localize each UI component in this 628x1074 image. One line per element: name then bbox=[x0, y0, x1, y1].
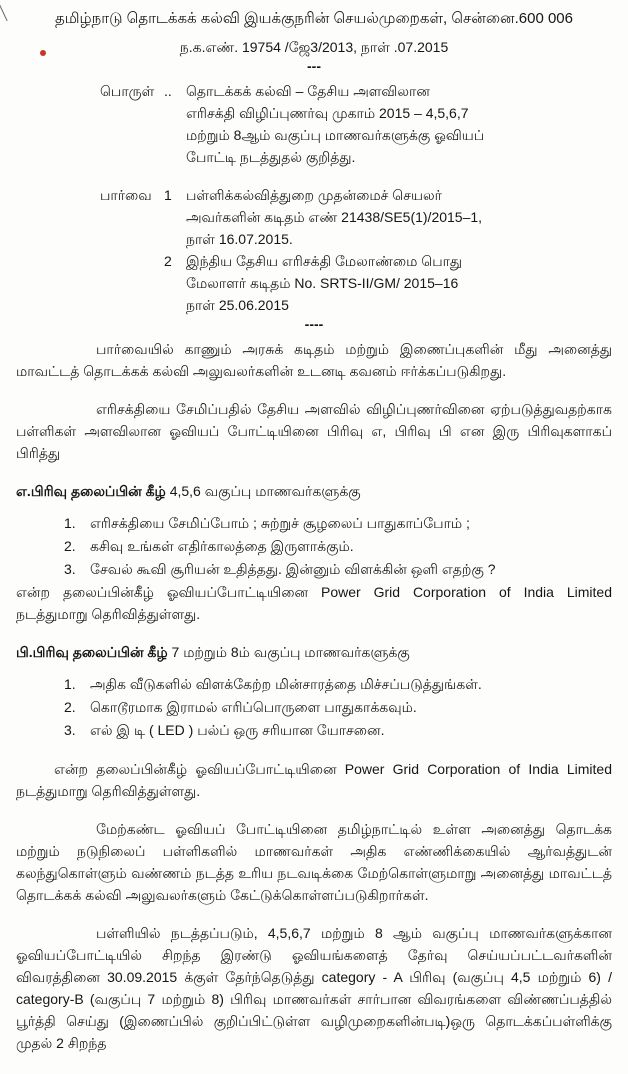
list-item bbox=[64, 512, 612, 535]
list-item bbox=[64, 535, 612, 558]
section-b-closing: என்ற தலைப்பின்கீழ் ஓவியப்போட்டியினை Power Grid Corporation of India Limited நடத்துமாறு தெரிவித்துள்ளது. bbox=[16, 761, 612, 799]
list-item bbox=[64, 558, 612, 581]
subject-line: எரிசக்தி விழிப்புணர்வு முகாம் 2015 – 4,5,6,7 bbox=[186, 105, 469, 121]
reference-line: மேலாளர் கடிதம் No. SRTS-II/GM/ 2015–16 bbox=[186, 275, 459, 291]
list-number: 2. bbox=[64, 538, 76, 554]
reference-item-2 bbox=[164, 250, 486, 316]
section-b-heading-rest: 7 மற்றும் 8ம் வகுப்பு மாணவர்களுக்கு bbox=[167, 644, 410, 660]
section-a-heading-rest: 4,5,6 வகுப்பு மாணவர்களுக்கு bbox=[165, 483, 361, 499]
separator: --- bbox=[307, 58, 321, 74]
reference-line: இந்திய தேசிய எரிசக்தி மேலாண்மை பொது bbox=[186, 253, 463, 269]
subject-line: தொடக்கக் கல்வி – தேசிய அளவிலான bbox=[186, 83, 430, 99]
list-text: எல் இ டி ( LED ) பல்ப் ஒரு சரியான யோசனை. bbox=[90, 722, 385, 738]
paragraph-4: பள்ளியில் நடத்தப்படும், 4,5,6,7 மற்றும் 8 ஆம் வகுப்பு மாணவர்களுக்கான ஓவியப்போட்டியில் சிறந்த இரண்டு ஓவியங்களைத் தேர்வு செய்யப்பட்டவர்களின் விவரத்தினை 30.09.2015 க்குள் தேர்ந்தெடுத்து category - A பிரிவு (வகுப்பு 4,5 மற்றும் 6) / category-B (வகுப்பு 7 மற்றும் 8) பிரிவு மாணவர்கள் சார்பான விவரங்களை விண்ணப்பத்தில் பூர்த்தி செய்து (இணைப்பில் குறிப்பிட்டுள்ள வழிமுறைகளின்படி)ஒரு தொடக்கப்பள்ளிக்கு முதல் 2 சிறந்த bbox=[16, 925, 612, 1051]
reference-line: பள்ளிக்கல்வித்துறை முதன்மைச் செயலர் bbox=[186, 187, 442, 203]
references-list bbox=[164, 184, 486, 316]
subject-line: மற்றும் 8ஆம் வகுப்பு மாணவர்களுக்கு ஓவியப் bbox=[186, 127, 485, 143]
list-number: 2. bbox=[64, 699, 76, 715]
reference-number: ந.க.எண். 19754 /ஜே3/2013, நாள் .07.2015 bbox=[179, 39, 449, 55]
paragraph-1: பார்வையில் காணும் அரசுக் கடிதம் மற்றும் இணைப்புகளின் மீது அனைத்து மாவட்டத் தொடக்கக் கல்வி அலுவலர்களின் உடனடி கவனம் ஈர்க்கப்படுகிறது. bbox=[16, 341, 612, 379]
references-block bbox=[100, 184, 612, 316]
list-text: எரிசக்தியை சேமிப்போம் ; சுற்றுச் சூழலைப் பாதுகாப்போம் ; bbox=[90, 515, 470, 531]
reference-num: 1 bbox=[164, 187, 172, 203]
subject-label: பொருள் bbox=[100, 83, 155, 99]
reference-item-1 bbox=[164, 184, 486, 250]
list-number: 1. bbox=[64, 676, 76, 692]
list-number: 3. bbox=[64, 561, 76, 577]
section-a-heading-bold: எ.பிரிவு தலைப்பின் கீழ் bbox=[16, 483, 166, 499]
list-text: அதிக வீடுகளில் விளக்கேற்ற மின்சாரத்தை மிச்சப்படுத்துங்கள். bbox=[90, 676, 482, 692]
separator: ---- bbox=[304, 316, 324, 332]
reference-line: நாள் 25.06.2015 bbox=[186, 297, 289, 313]
subject-block bbox=[100, 80, 612, 168]
reference-num: 2 bbox=[164, 253, 172, 269]
subject-line: போட்டி நடத்துதல் குறித்து. bbox=[186, 149, 356, 165]
reference-lines bbox=[186, 250, 462, 316]
list-text: கசிவு உங்கள் எதிர்காலத்தை இருளாக்கும். bbox=[90, 538, 354, 554]
list-text: சேவல் கூவி சூரியன் உதித்தது. இன்னும் விளக்கின் ஒளி எதற்கு ? bbox=[90, 561, 496, 577]
list-item bbox=[64, 673, 612, 696]
reference-line: நாள் 16.07.2015. bbox=[186, 231, 293, 247]
subject-text bbox=[186, 80, 486, 168]
paragraph-3: மேற்கண்ட ஓவியப் போட்டியினை தமிழ்நாட்டில் உள்ள அனைத்து தொடக்க மற்றும் நடுநிலைப் பள்ளிகளில் மாணவர்கள் அதிக எண்ணிக்கையில் ஆர்வத்துடன் கலந்துகொள்ளும் வண்ணம் நடத்த உரிய நடவடிக்கை மேற்கொள்ளுமாறு அனைத்து மாவட்டத் தொடக்கக் கல்வி அலுவலர்களும் கேட்டுக்கொள்ளப்படுகிறார்கள். bbox=[16, 821, 612, 903]
document-title: தமிழ்நாடு தொடக்கக் கல்வி இயக்குநரின் செயல்முறைகள், சென்னை.600 006 bbox=[55, 10, 573, 27]
section-a-closing: என்ற தலைப்பின்கீழ் ஓவியப்போட்டியினை Power Grid Corporation of India Limited நடத்துமாறு தெரிவித்துள்ளது. bbox=[16, 584, 612, 622]
section-b-heading-bold: பி.பிரிவு தலைப்பின் கீழ் bbox=[16, 644, 168, 660]
list-item bbox=[64, 696, 612, 719]
list-text: கொடூரமாக இராமல் எரிப்பொருளை பாதுகாக்கவும். bbox=[90, 699, 417, 715]
section-a-list bbox=[64, 512, 612, 581]
list-number: 3. bbox=[64, 722, 76, 738]
section-b-list bbox=[64, 673, 612, 742]
reference-line: அவர்களின் கடிதம் எண் 21438/SE5(1)/2015–1, bbox=[186, 209, 483, 225]
paragraph-2: எரிசக்தியை சேமிப்பதில் தேசிய அளவில் விழிப்புணர்வினை ஏற்படுத்துவதற்காக பள்ளிகள் அளவிலான ஓவியப் போட்டியினை பிரிவு எ, பிரிவு பி என இரு பிரிவுகளாகப் பிரித்து bbox=[16, 401, 612, 461]
reference-lines bbox=[186, 184, 482, 250]
references-label: பார்வை bbox=[100, 187, 152, 203]
section-b-heading bbox=[16, 641, 612, 663]
section-a-heading bbox=[16, 480, 612, 502]
list-number: 1. bbox=[64, 515, 76, 531]
list-item bbox=[64, 719, 612, 742]
subject-colon: .. bbox=[164, 83, 172, 99]
